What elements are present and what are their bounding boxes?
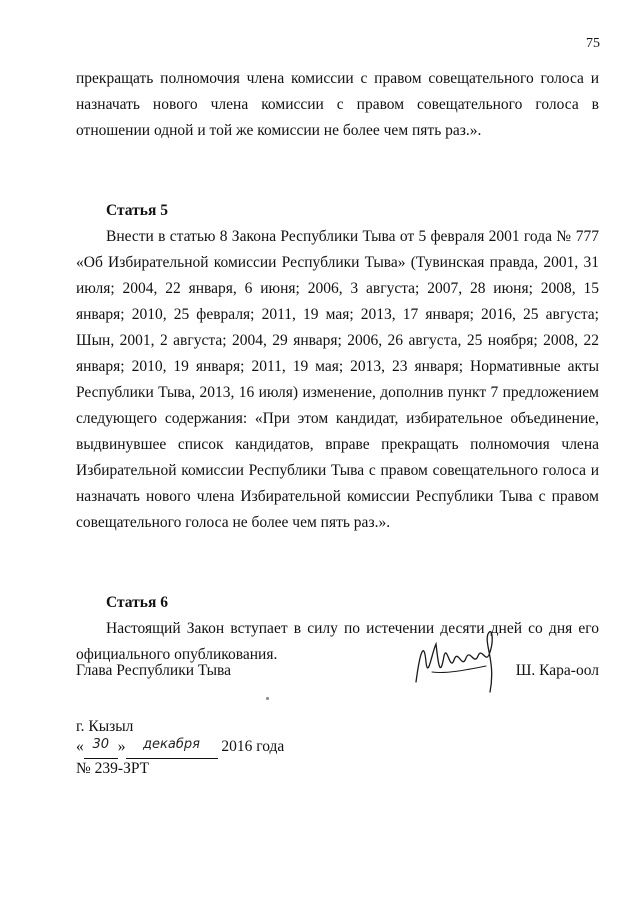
continuation-paragraph: прекращать полномочия члена комиссии с правом совещательного голоса и назначать нового члена комиссии с правом совещательного голоса в отношении одной и той же комиссии не более чем пять раз.». [76, 70, 599, 139]
signatory-name: Ш. Кара-оол [515, 662, 599, 679]
signatory-title: Глава Республики Тыва [76, 662, 232, 679]
date-year: 2016 года [221, 738, 285, 755]
handwritten-signature [406, 622, 516, 702]
signature-block [76, 662, 599, 690]
spacer [76, 144, 599, 198]
date-month-blank [126, 737, 218, 759]
page-number: 75 [586, 36, 600, 51]
article-5-text: Внести в статью 8 Закона Республики Тыва от 5 февраля 2001 года № 777 «Об Избирательной комиссии Республики Тыва» (Тувинская правда, 2001, 31 июля; 2004, 22 января, 6 июня; 2006, 3 августа; 2007, 28 июня; 2008, 15 января; 2010, 25 февраля; 2011, 19 мая; 2013, 17 января; 2016, 25 августа; Шын, 2001, 2 августа; 2004, 29 января; 2006, 26 августа, 25 ноября; 2008, 22 января; 2010, 19 января; 2011, 19 мая; 2013, 23 января; Нормативные акты Республики Тыва, 2013, 16 июля) изменение, дополнив пункт 7 предложением следующего содержания: «При этом кандидат, избирательное объединение, выдвинувшее список кандидатов, вправе прекращать полномочия члена Избирательной комиссии Республики Тыва с правом совещательного голоса и назначать нового члена Избирательной комиссии Республики Тыва с правом совещательного голоса не более чем пять раз.». [76, 228, 599, 531]
open-quote: « [76, 738, 84, 755]
article-6-heading: Статья 6 [106, 594, 168, 611]
document-body [76, 66, 599, 668]
city: г. Кызыл [76, 718, 134, 735]
article-5-heading: Статья 5 [106, 202, 168, 219]
date-line [76, 737, 284, 759]
law-number: № 239-ЗРТ [76, 760, 150, 777]
scan-speck [266, 697, 269, 700]
close-quote: » [117, 738, 126, 755]
date-day: 30 [92, 737, 110, 752]
article-6-text: Настоящий Закон вступает в силу по истечении десяти дней со дня его официального опубликования. [76, 620, 599, 663]
date-day-blank [84, 737, 118, 759]
date-month: декабря [143, 737, 200, 752]
spacer [76, 536, 599, 590]
document-footer [76, 717, 284, 779]
